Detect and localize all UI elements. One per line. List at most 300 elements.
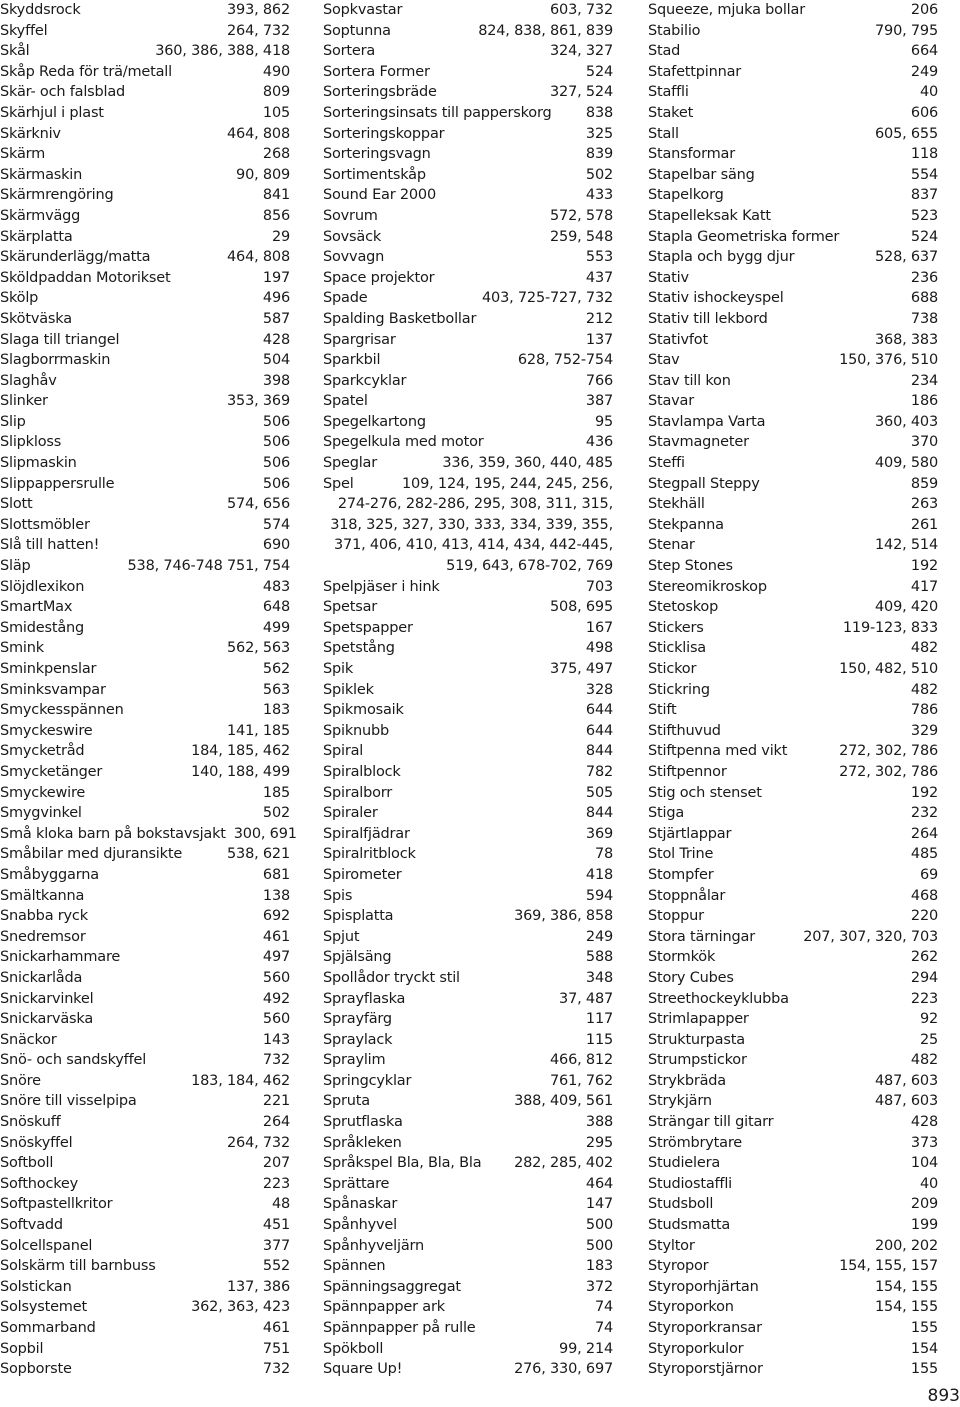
index-term: Stapelleksak Katt xyxy=(648,207,771,224)
index-term: Step Stones xyxy=(648,558,733,575)
index-term: Smygvinkel xyxy=(0,805,82,822)
index-term: Stall xyxy=(648,125,679,142)
index-entry xyxy=(648,1071,938,1092)
index-entry xyxy=(0,721,290,742)
index-term: Skärunderlägg/matta xyxy=(0,249,151,266)
index-term: Spisplatta xyxy=(323,908,394,925)
index-pages: 143 xyxy=(262,1031,290,1048)
index-entry xyxy=(648,1153,938,1174)
index-entry xyxy=(648,1215,938,1236)
index-pages: 369, 386, 858 xyxy=(514,908,613,925)
index-entry xyxy=(648,700,938,721)
index-entry xyxy=(0,227,290,248)
index-pages: 74 xyxy=(594,1320,613,1336)
index-pages: 137, 386 xyxy=(227,1278,290,1295)
index-term: Stickers xyxy=(648,619,704,636)
index-pages: 498 xyxy=(585,640,613,657)
index-term: Snö- och sandskyffel xyxy=(0,1052,147,1069)
index-pages: 483 xyxy=(262,578,290,595)
index-pages: 502 xyxy=(262,805,290,822)
index-entry xyxy=(323,227,613,248)
index-term: Sopkvastar xyxy=(323,2,403,18)
index-term: Stickor xyxy=(648,661,697,677)
index-entry xyxy=(648,947,938,968)
index-entry xyxy=(323,144,613,165)
index-pages: 138 xyxy=(262,887,290,904)
index-entry xyxy=(648,247,938,268)
index-term: Spis xyxy=(323,887,353,904)
index-entry xyxy=(0,1297,290,1318)
index-pages: 552 xyxy=(262,1258,290,1275)
index-term: Spalding Basketbollar xyxy=(323,310,477,327)
index-entry xyxy=(0,185,290,206)
index-pages: 738 xyxy=(910,310,938,327)
index-pages: 574, 656 xyxy=(227,496,290,513)
index-term: Styroporhjärtan xyxy=(648,1278,759,1295)
index-entry xyxy=(0,0,290,21)
index-entry xyxy=(323,412,613,433)
index-entry xyxy=(648,1030,938,1051)
index-term: Släp xyxy=(0,558,31,575)
index-pages: 664 xyxy=(910,43,938,60)
index-entry xyxy=(323,803,613,824)
index-entry xyxy=(323,247,613,268)
index-pages: 560 xyxy=(262,1011,290,1028)
index-term: Språkleken xyxy=(323,1134,402,1151)
index-pages: 506 xyxy=(262,413,290,430)
index-term: Squeeze, mjuka bollar xyxy=(648,2,805,18)
index-entry xyxy=(648,0,938,21)
index-entry xyxy=(0,1194,290,1215)
index-term: Stereomikroskop xyxy=(648,578,767,595)
index-pages: 264, 732 xyxy=(227,22,290,39)
index-pages: 428 xyxy=(262,331,290,348)
index-term: Stetoskop xyxy=(648,599,719,616)
index-pages: 263 xyxy=(910,496,938,513)
index-term: Speglar xyxy=(323,455,378,472)
index-term: Slinker xyxy=(0,393,48,410)
index-pages: 329 xyxy=(910,722,938,739)
index-pages: 464, 808 xyxy=(227,125,290,142)
index-entry xyxy=(0,474,290,495)
index-pages: 437 xyxy=(585,269,613,286)
index-term: Softboll xyxy=(0,1155,54,1172)
index-entry xyxy=(0,1071,290,1092)
index-pages: 562 xyxy=(262,661,290,677)
index-term: Skärm xyxy=(0,146,46,163)
index-pages: 433 xyxy=(585,187,613,204)
index-pages: 155 xyxy=(910,1361,938,1378)
index-entry xyxy=(0,144,290,165)
index-entry xyxy=(648,515,938,536)
index-pages: 732 xyxy=(262,1052,290,1069)
index-pages: 398 xyxy=(262,372,290,389)
index-entry xyxy=(0,886,290,907)
index-pages: 428 xyxy=(910,1114,938,1131)
index-entry xyxy=(648,865,938,886)
index-term: Streethockeyklubba xyxy=(648,990,789,1007)
index-entry xyxy=(0,659,290,680)
index-entry xyxy=(0,103,290,124)
index-term: Slottsmöbler xyxy=(0,516,90,533)
index-term: Slippappersrulle xyxy=(0,475,115,492)
index-pages: 147 xyxy=(585,1196,613,1213)
index-term: Solskärm till barnbuss xyxy=(0,1258,156,1275)
index-entry xyxy=(323,1174,613,1195)
index-term: Strängar till gitarr xyxy=(648,1114,774,1131)
index-entry xyxy=(323,82,613,103)
index-term: Snickarhammare xyxy=(0,949,121,966)
index-term: Skölp xyxy=(0,290,39,307)
index-pages: 95 xyxy=(594,413,613,430)
index-entry xyxy=(0,41,290,62)
index-term: Stapelbar säng xyxy=(648,166,755,183)
index-entry xyxy=(0,515,290,536)
index-pages: 272, 302, 786 xyxy=(839,763,938,780)
index-term: Space projektor xyxy=(323,269,435,286)
index-entry xyxy=(648,82,938,103)
index-pages: 487, 603 xyxy=(875,1093,938,1110)
index-pages: 212 xyxy=(585,310,613,327)
index-entry xyxy=(0,1133,290,1154)
index-term: Strumpstickor xyxy=(648,1052,747,1069)
index-term: Spetspapper xyxy=(323,619,413,636)
index-pages: 234 xyxy=(910,372,938,389)
index-entry xyxy=(0,124,290,145)
index-term: Sorteringskoppar xyxy=(323,125,445,142)
index-term: Spraylack xyxy=(323,1031,393,1048)
index-entry xyxy=(323,638,613,659)
index-term: Spiralfjädrar xyxy=(323,825,410,842)
index-entry xyxy=(0,165,290,186)
index-entry xyxy=(0,741,290,762)
index-pages: 538, 746-748 751, 754 xyxy=(127,558,290,575)
index-entry xyxy=(648,1091,938,1112)
index-pages: 375, 497 xyxy=(550,661,613,677)
index-pages: 500 xyxy=(585,1237,613,1254)
index-term: Stavar xyxy=(648,393,695,410)
index-pages: 388, 409, 561 xyxy=(514,1093,613,1110)
index-pages: 272, 302, 786 xyxy=(839,743,938,760)
index-entry xyxy=(648,165,938,186)
index-pages: 200, 202 xyxy=(875,1237,938,1254)
index-entry xyxy=(323,474,613,495)
index-entry xyxy=(0,309,290,330)
index-term: Snöre till visselpipa xyxy=(0,1093,137,1110)
index-entry xyxy=(323,124,613,145)
index-entry xyxy=(648,144,938,165)
index-term: Spiralborr xyxy=(323,784,393,801)
index-pages: 506 xyxy=(262,434,290,451)
index-pages: 373 xyxy=(910,1134,938,1151)
index-pages: 451 xyxy=(262,1217,290,1234)
index-entry xyxy=(0,927,290,948)
index-entry xyxy=(0,1318,290,1339)
index-pages: 99, 214 xyxy=(559,1340,613,1357)
index-entry xyxy=(0,762,290,783)
index-term: Sopborste xyxy=(0,1361,72,1378)
index-entry xyxy=(323,0,613,21)
index-entry xyxy=(648,886,938,907)
index-pages: 115 xyxy=(585,1031,613,1048)
index-entry xyxy=(648,103,938,124)
index-term: Story Cubes xyxy=(648,969,734,986)
index-entry xyxy=(0,206,290,227)
index-entry xyxy=(0,1359,290,1380)
index-pages: 261 xyxy=(910,516,938,533)
index-term: Studsmatta xyxy=(648,1217,731,1234)
index-pages: 688 xyxy=(910,290,938,307)
index-entry xyxy=(323,741,613,762)
index-pages: 264 xyxy=(262,1114,290,1131)
index-term: Stekhäll xyxy=(648,496,705,513)
index-entry xyxy=(0,247,290,268)
index-pages: 370 xyxy=(910,434,938,451)
index-pages: 844 xyxy=(585,743,613,760)
index-entry xyxy=(323,721,613,742)
index-term: Strukturpasta xyxy=(648,1031,745,1048)
index-entry xyxy=(0,1174,290,1195)
index-entry xyxy=(648,124,938,145)
index-term: Solstickan xyxy=(0,1278,72,1295)
index-pages: 117 xyxy=(585,1011,613,1028)
index-pages: 766 xyxy=(585,372,613,389)
index-pages: 167 xyxy=(585,619,613,636)
index-entry xyxy=(648,1359,938,1380)
index-term: Stapelkorg xyxy=(648,187,724,204)
index-pages: 236 xyxy=(910,269,938,286)
index-term: Stol Trine xyxy=(648,846,714,863)
index-pages: 837 xyxy=(910,187,938,204)
index-entry xyxy=(0,412,290,433)
index-pages: 468 xyxy=(910,887,938,904)
index-term: Snickarvinkel xyxy=(0,990,94,1007)
index-pages: 523 xyxy=(910,207,938,224)
index-term: Stativfot xyxy=(648,331,708,348)
index-term: Smyckesspännen xyxy=(0,702,124,719)
index-pages: 506 xyxy=(262,475,290,492)
index-entry xyxy=(0,844,290,865)
index-entry xyxy=(0,1153,290,1174)
index-term: Staffli xyxy=(648,84,689,101)
index-term: Sprättare xyxy=(323,1175,390,1192)
index-column-3 xyxy=(648,0,938,1380)
index-entry xyxy=(0,1112,290,1133)
page-number: 893 xyxy=(927,1386,960,1406)
index-pages: 562, 563 xyxy=(227,640,290,657)
index-term: Strykbräda xyxy=(648,1072,726,1089)
index-term: Strimlapapper xyxy=(648,1011,749,1028)
index-pages: 644 xyxy=(585,722,613,739)
index-pages: 703 xyxy=(585,578,613,595)
index-term: Square Up! xyxy=(323,1361,403,1378)
index-pages: 348 xyxy=(585,969,613,986)
index-entry xyxy=(323,453,613,474)
index-term: Spel xyxy=(323,475,354,492)
index-pages: 276, 330, 697 xyxy=(514,1361,613,1378)
index-entry xyxy=(0,1236,290,1257)
index-term: Skyddsrock xyxy=(0,2,81,18)
index-term: Sound Ear 2000 xyxy=(323,187,436,204)
index-entry xyxy=(0,350,290,371)
index-entry xyxy=(323,1050,613,1071)
index-term: Slå till hatten! xyxy=(0,537,100,554)
index-term: Stav xyxy=(648,352,680,369)
index-pages: 369 xyxy=(585,825,613,842)
index-pages: 553 xyxy=(585,249,613,266)
index-term: Studsboll xyxy=(648,1196,714,1213)
index-entry xyxy=(0,453,290,474)
index-pages: 183 xyxy=(585,1258,613,1275)
index-entry xyxy=(648,803,938,824)
index-term: Stig och stenset xyxy=(648,784,762,801)
index-entry xyxy=(0,618,290,639)
index-pages: 388 xyxy=(585,1114,613,1131)
index-pages: 155 xyxy=(910,1320,938,1336)
index-term: Styroporkransar xyxy=(648,1320,762,1336)
index-entry xyxy=(0,1030,290,1051)
index-pages: 560 xyxy=(262,969,290,986)
index-entry xyxy=(648,268,938,289)
index-entry xyxy=(0,1256,290,1277)
index-pages: 856 xyxy=(262,207,290,224)
index-pages-continuation: 519, 643, 678-702, 769 xyxy=(446,558,613,575)
index-term: Strömbrytare xyxy=(648,1134,743,1151)
index-pages: 603, 732 xyxy=(550,2,613,18)
index-term: Sorteringsvagn xyxy=(323,146,431,163)
index-term: Slott xyxy=(0,496,33,513)
index-term: Spjälsäng xyxy=(323,949,392,966)
index-pages: 606 xyxy=(910,104,938,121)
index-entry xyxy=(323,1277,613,1298)
index-entry xyxy=(323,783,613,804)
index-term: Skärhjul i plast xyxy=(0,104,104,121)
index-term: Spetstång xyxy=(323,640,395,657)
index-entry xyxy=(323,680,613,701)
index-entry xyxy=(648,453,938,474)
index-term: Spiralritblock xyxy=(323,846,416,863)
index-pages: 809 xyxy=(262,84,290,101)
index-entry xyxy=(648,1256,938,1277)
index-pages: 587 xyxy=(262,310,290,327)
index-pages: 197 xyxy=(262,269,290,286)
index-pages: 192 xyxy=(910,558,938,575)
index-term: Sortera Former xyxy=(323,63,430,80)
index-pages: 324, 327 xyxy=(550,43,613,60)
index-term: Stapla och bygg djur xyxy=(648,249,795,266)
index-term: Spruta xyxy=(323,1093,370,1110)
index-term: Stiga xyxy=(648,805,685,822)
index-pages: 482 xyxy=(910,681,938,698)
index-term: Stafettpinnar xyxy=(648,63,742,80)
index-entry xyxy=(648,1318,938,1339)
index-term: Sprayfärg xyxy=(323,1011,392,1028)
index-pages: 554 xyxy=(910,166,938,183)
index-pages: 574 xyxy=(262,516,290,533)
index-term: Softpastellkritor xyxy=(0,1196,113,1213)
index-pages: 300, 691 xyxy=(233,825,297,842)
index-term: Sortimentskåp xyxy=(323,166,426,183)
index-term: Smink xyxy=(0,640,44,657)
index-pages: 499 xyxy=(262,619,290,636)
index-term: Stapla Geometriska former xyxy=(648,228,840,245)
index-term: Spännen xyxy=(323,1258,386,1275)
index-term: Småbyggarna xyxy=(0,866,99,883)
index-entry xyxy=(0,680,290,701)
index-term: Spegelkula med motor xyxy=(323,434,484,451)
index-entry xyxy=(648,721,938,742)
index-pages: 336, 359, 360, 440, 485 xyxy=(442,455,613,472)
index-pages: 464 xyxy=(585,1175,613,1192)
index-term: Styropor xyxy=(648,1258,709,1275)
index-pages: 221 xyxy=(262,1093,290,1110)
index-term: Sovvagn xyxy=(323,249,385,266)
index-entry xyxy=(648,989,938,1010)
index-pages: 761, 762 xyxy=(550,1072,613,1089)
index-pages: 264 xyxy=(910,825,938,842)
index-pages: 92 xyxy=(919,1011,938,1028)
index-entry xyxy=(648,62,938,83)
index-term: Snedremsor xyxy=(0,928,86,945)
index-term: Spiralblock xyxy=(323,763,401,780)
index-entry xyxy=(323,1112,613,1133)
index-term: Sorteringsbräde xyxy=(323,84,437,101)
index-term: Stativ ishockeyspel xyxy=(648,290,784,307)
index-term: Skål xyxy=(0,43,30,60)
index-term: Skärkniv xyxy=(0,125,61,142)
index-term: Smidestång xyxy=(0,619,85,636)
index-entry xyxy=(0,62,290,83)
index-pages: 294 xyxy=(910,969,938,986)
index-entry xyxy=(323,1339,613,1360)
index-entry xyxy=(0,700,290,721)
index-entry xyxy=(648,185,938,206)
index-entry xyxy=(0,947,290,968)
index-term: Sminksvampar xyxy=(0,681,106,698)
index-column-2 xyxy=(323,0,613,1380)
index-entry xyxy=(648,906,938,927)
index-entry xyxy=(323,268,613,289)
index-pages: 282, 285, 402 xyxy=(514,1155,613,1172)
index-term: Slaga till triangel xyxy=(0,331,120,348)
index-term: Språkspel Bla, Bla, Bla xyxy=(323,1155,482,1172)
index-entry xyxy=(648,494,938,515)
index-entry xyxy=(323,1153,613,1174)
index-entry xyxy=(323,886,613,907)
index-term: Spännpapper ark xyxy=(323,1299,445,1316)
index-term: Slöjdlexikon xyxy=(0,578,85,595)
index-pages: 207, 307, 320, 703 xyxy=(803,928,938,945)
index-entry xyxy=(648,1112,938,1133)
index-entry xyxy=(323,844,613,865)
index-term: Sminkpenslar xyxy=(0,661,97,677)
index-entry xyxy=(323,906,613,927)
index-term: Sparkcyklar xyxy=(323,372,407,389)
index-entry xyxy=(323,618,613,639)
index-term: Solsystemet xyxy=(0,1299,87,1316)
index-pages: 105 xyxy=(262,104,290,121)
index-pages: 377 xyxy=(262,1237,290,1254)
index-term: Styroporkulor xyxy=(648,1340,744,1357)
index-entry xyxy=(648,783,938,804)
index-entry xyxy=(648,1133,938,1154)
index-entry xyxy=(323,391,613,412)
index-pages: 436 xyxy=(585,434,613,451)
index-pages: 461 xyxy=(262,928,290,945)
index-term: Studiostaffli xyxy=(648,1175,732,1192)
index-pages: 528, 637 xyxy=(875,249,938,266)
index-term: Stjärtlappar xyxy=(648,825,732,842)
